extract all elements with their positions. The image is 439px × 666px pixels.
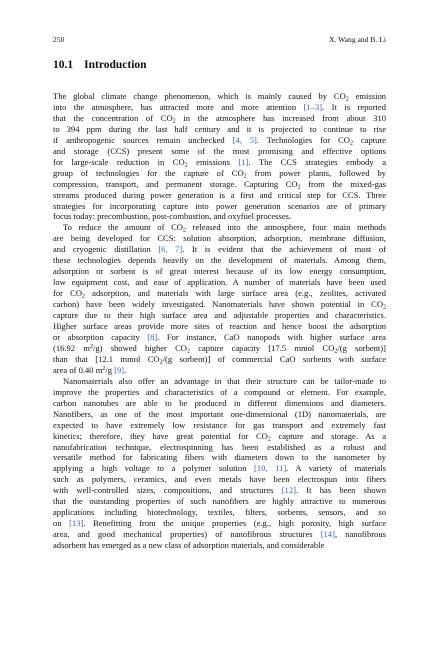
text-line: carbon) have been widely investigated. Nanomaterials have shown potential in $CO_2$ (53, 299, 386, 311)
subscript: 2 (82, 293, 86, 300)
text-line: or absorption capacity [8]. For instance, CaO nanopods with higher surface area (53, 331, 386, 342)
section-heading (53, 59, 147, 71)
citation-link[interactable]: [1] (238, 156, 249, 167)
text-line: adsorption or sorbent is of great interest because of its low energy consumption, (53, 266, 386, 277)
text-line: streams produced during power generation is a first and critical step for CCS. Three (53, 189, 386, 200)
subscript: 2 (184, 162, 188, 169)
citation-link[interactable]: [6, 7] (158, 244, 183, 255)
superscript: 2 (102, 365, 106, 372)
subscript: 2 (243, 173, 247, 180)
text-line: expected to have extremely low resistance for gas transport and extremely fast (53, 419, 386, 430)
page-number: 250 (53, 35, 65, 44)
citation-link[interactable]: [12] (281, 485, 296, 496)
text-line: The global climate change phenomenon, which is mainly caused by $CO_2$ emission (53, 91, 387, 103)
section-title: Introduction (84, 59, 147, 71)
running-head (53, 35, 386, 44)
text-line: into the atmosphere, has attracted more and more attention [1–3]. It is reported (53, 101, 386, 112)
text-line: are being developed for CCS: solution absorption, adsorption, membrane diffusion, (53, 233, 386, 244)
text-line: low equipment cost, and ease of application. A number of materials have been used (53, 277, 386, 288)
text-line: with well-controlled sizes, compositions, and structures [12]. It has been shown (53, 485, 386, 496)
citation-link[interactable]: [10, 11] (254, 463, 287, 474)
subscript: 2 (383, 304, 386, 311)
subscript: 2 (186, 348, 190, 355)
text-line: Nanofibers, as one of the most important one-dimensional (1D) nanomaterials, are (53, 408, 386, 419)
text-line: compression, transport, and permanent storage. Capturing $CO_2$ from the mixed-gas (53, 178, 386, 191)
text-line: adsorbent has emerged as a new class of adsorption materials, and considerable (53, 540, 325, 551)
text-line: these technologies depends heavily on the development of materials. Among them, (53, 255, 386, 266)
text-line: that the outstanding properties of such nanofibers are highly attractive to numerous (53, 496, 386, 507)
text-line: To reduce the amount of $CO_2$ released into the atmosphere, four main methods (63, 222, 386, 234)
text-line: area of 0.40 $m^2/g$ [9]. (53, 364, 127, 375)
text-line: Nanomaterials also offer an advantage in that their structure can be tailor-made to (63, 375, 386, 386)
paragraph (53, 376, 386, 551)
text-line: and cryogenic distillation [6, 7]. It is evident that the achievement of most of (53, 244, 386, 255)
text-line: for $CO_2$ adsorption, and materials with large surface area (e.g., zeolites, activated (53, 288, 386, 300)
text-line: that the concentration of $CO_2$ in the atmosphere has increased from about 310 (53, 112, 386, 125)
text-line: area, and good mechanical properties) of nanofibrous structures [14], nanofibrous (53, 529, 386, 540)
text-line: for large-scale reduction in $CO_2$ emissions [1]. The CCS strategies embody a (53, 156, 386, 169)
citation-link[interactable]: [9] (114, 364, 125, 375)
subscript: 2 (297, 184, 301, 191)
text-line: group of technologies for the capture of $CO_2$ from power plants, followed by (53, 167, 386, 180)
text-line: Higher surface areas provide more sites of reaction and hence boost the adsorption (53, 321, 386, 332)
text-line: strategies for incorporating capture into power generation scenarios are of primary (53, 200, 386, 211)
text-line: nanofabrication technique, electrospinning has been established as a robust and (53, 441, 386, 452)
subscript: 2 (334, 348, 338, 355)
text-line: (16.92 $m^2/g$) showed higher $CO_2$ capture capacity [17.5 mmol $CO_2/(g$ sorbent)] (53, 342, 386, 355)
running-head-authors: X. Wang and B. Li (328, 35, 386, 44)
citation-link[interactable]: [4, 5] (232, 134, 257, 145)
subscript: 2 (182, 227, 186, 234)
text-line: if anthropogenic sources remain unchecked [4, 5]. Technologies for $CO_2$ capture (53, 134, 387, 147)
subscript: 2 (267, 436, 271, 443)
text-line: to 394 ppm during the last half century and it is projected to continue to rise (53, 123, 386, 134)
citation-link[interactable]: [14] (320, 529, 335, 540)
text-line: than that [12.1 mmol $CO_2/(g$ sorbent)] of commercial CaO sorbents with surface (53, 353, 386, 366)
subscript: 2 (172, 118, 176, 125)
text-line: kinetics; therefore, they have great potential for $CO_2$ capture and storage. As a (53, 430, 386, 443)
citation-link[interactable]: [13] (69, 518, 84, 529)
citation-link[interactable]: [8] (147, 331, 158, 342)
text-line: improve the properties and characteristics of a compound or element. For example, (53, 386, 386, 397)
text-line: versatile method for fabricating fibers with diameters down to the nanometer by (53, 452, 386, 463)
section-number: 10.1 (53, 59, 74, 71)
paragraph (53, 91, 386, 222)
text-line: applications including biotechnology, textiles, filters, sorbents, sensors, and so (53, 507, 386, 518)
text-line: such as polymers, ceramics, and even metals have been electrospun into fibers (53, 474, 386, 485)
text-line: and storage (CCS) present some of the most promising and effective options (53, 145, 386, 156)
text-line: applying a high voltage to a polymer solution [10, 11]. A variety of materials (53, 463, 386, 474)
text-line: capture due to their high surface area and adjustable properties and characteristics. (53, 310, 386, 321)
superscript: 2 (89, 343, 93, 350)
subscript: 2 (349, 140, 353, 147)
citation-link[interactable]: [1–3] (303, 101, 323, 112)
body-text (53, 91, 386, 551)
subscript: 2 (159, 359, 163, 366)
subscript: 2 (345, 96, 349, 103)
text-line: carbon nanotubes are able to be produced in different dimensions and diameters. (53, 397, 386, 408)
text-line: on [13]. Benefitting from the unique properties (e.g., high porosity, high surface (53, 518, 386, 529)
text-line: focus today: precombustion, post-combustion, and oxyfuel processes. (53, 211, 292, 222)
paragraph (53, 222, 386, 375)
